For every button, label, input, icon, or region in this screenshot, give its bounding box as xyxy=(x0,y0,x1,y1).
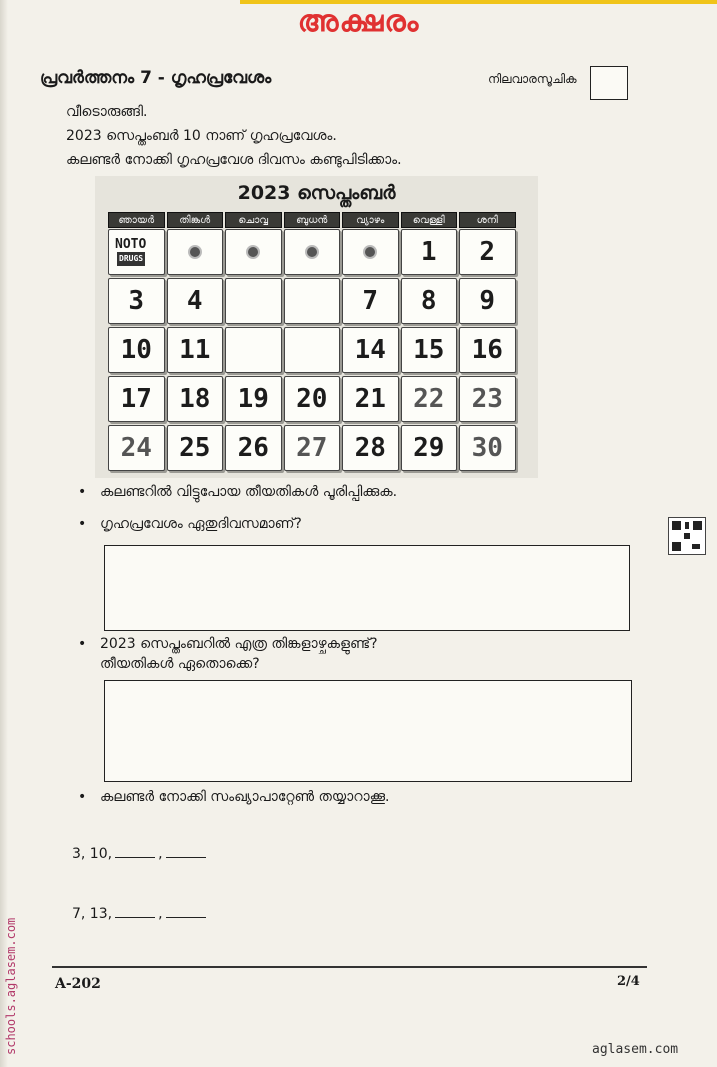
date-cell: 23 xyxy=(459,376,516,422)
blank-dot-cell xyxy=(284,229,341,275)
date-cell: 30 xyxy=(459,425,516,471)
blank-dot-cell xyxy=(225,229,282,275)
date-cell: 14 xyxy=(342,327,399,373)
rating-box[interactable] xyxy=(590,66,628,100)
page-number: 2/4 xyxy=(617,974,640,989)
date-cell: 26 xyxy=(225,425,282,471)
date-cell: 11 xyxy=(167,327,224,373)
date-cell: 10 xyxy=(108,327,165,373)
date-cell: 9 xyxy=(459,278,516,324)
weekday-thu: വ്യാഴം xyxy=(342,212,399,228)
no-to-drugs-cell xyxy=(108,229,165,275)
date-cell: 1 xyxy=(401,229,458,275)
weekday-sat: ശനി xyxy=(459,212,516,228)
question-3-sub: തീയതികൾ ഏതൊക്കെ? xyxy=(100,656,260,672)
missing-date-cell[interactable] xyxy=(284,327,341,373)
date-cell: 20 xyxy=(284,376,341,422)
question-2: ഗൃഹപ്രവേശം ഏതുദിവസമാണ്? xyxy=(100,516,302,532)
calendar-grid xyxy=(108,229,516,471)
activity-title: പ്രവർത്തനം 7 - ഗൃഹപ്രവേശം xyxy=(40,68,272,88)
intro-line-1: വീടൊരുങ്ങി. xyxy=(66,104,148,120)
date-cell: 2 xyxy=(459,229,516,275)
date-cell: 4 xyxy=(167,278,224,324)
notice-badge: DRUGS xyxy=(117,252,145,266)
pattern-row-2 xyxy=(72,906,206,922)
calendar xyxy=(95,176,538,478)
question-4: കലണ്ടർ നോക്കി സംഖ്യാപാറ്റേൺ തയ്യാറാക്കൂ. xyxy=(100,789,390,805)
date-cell: 16 xyxy=(459,327,516,373)
date-cell: 24 xyxy=(108,425,165,471)
question-3: 2023 സെപ്തംബറിൽ എത്ര തിങ്കളാഴ്ചകളുണ്ട്? xyxy=(100,636,378,652)
weekday-sun: ഞായർ xyxy=(108,212,165,228)
date-cell: 22 xyxy=(401,376,458,422)
date-cell: 17 xyxy=(108,376,165,422)
date-cell: 7 xyxy=(342,278,399,324)
pattern-blank[interactable] xyxy=(115,856,155,858)
calendar-title: 2023 സെപ്തംബർ xyxy=(237,182,396,204)
question-1: കലണ്ടറിൽ വിട്ടുപോയ തീയതികൾ പൂരിപ്പിക്കുക. xyxy=(100,484,398,500)
page-edge xyxy=(0,0,8,1067)
pattern-1-text: 3, 10, xyxy=(72,846,113,862)
pattern-2-text: 7, 13, xyxy=(72,906,113,922)
date-cell: 19 xyxy=(225,376,282,422)
date-cell: 15 xyxy=(401,327,458,373)
weekday-fri: വെള്ളി xyxy=(401,212,458,228)
bullet-icon: • xyxy=(78,516,87,532)
blank-dot-cell xyxy=(342,229,399,275)
bullet-icon: • xyxy=(78,789,87,805)
weekday-tue: ചൊവ്വ xyxy=(225,212,282,228)
calendar-weekday-header xyxy=(108,212,516,228)
blank-dot-cell xyxy=(167,229,224,275)
comma: , xyxy=(158,846,163,862)
date-cell: 25 xyxy=(167,425,224,471)
bullet-icon: • xyxy=(78,636,87,652)
pattern-blank[interactable] xyxy=(115,916,155,918)
answer-box-1[interactable] xyxy=(104,545,630,631)
date-cell: 28 xyxy=(342,425,399,471)
paper-code: A-202 xyxy=(55,976,101,992)
qr-code-icon xyxy=(668,517,706,555)
intro-line-2: 2023 സെപ്തംബർ 10 നാണ് ഗൃഹപ്രവേശം. xyxy=(66,128,337,144)
missing-date-cell[interactable] xyxy=(225,327,282,373)
missing-date-cell[interactable] xyxy=(225,278,282,324)
pattern-blank[interactable] xyxy=(166,856,206,858)
comma: , xyxy=(158,906,163,922)
brand-title: അക്ഷരം xyxy=(297,4,420,39)
date-cell: 29 xyxy=(401,425,458,471)
corner-watermark: aglasem.com xyxy=(592,1042,679,1057)
footer-divider xyxy=(52,966,647,968)
missing-date-cell[interactable] xyxy=(284,278,341,324)
weekday-mon: തിങ്കൾ xyxy=(167,212,224,228)
answer-box-2[interactable] xyxy=(104,680,632,782)
bullet-icon: • xyxy=(78,484,87,500)
pattern-row-1 xyxy=(72,846,206,862)
date-cell: 21 xyxy=(342,376,399,422)
intro-line-3: കലണ്ടർ നോക്കി ഗൃഹപ്രവേശ ദിവസം കണ്ടുപിടിക്കാം. xyxy=(66,152,402,168)
weekday-wed: ബുധൻ xyxy=(284,212,341,228)
date-cell: 8 xyxy=(401,278,458,324)
side-watermark: schools.aglasem.com xyxy=(4,917,18,1055)
rating-label: നിലവാരസൂചിക xyxy=(488,72,577,86)
date-cell: 18 xyxy=(167,376,224,422)
notice-word: NOTO xyxy=(115,237,147,252)
date-cell: 27 xyxy=(284,425,341,471)
date-cell: 3 xyxy=(108,278,165,324)
pattern-blank[interactable] xyxy=(166,916,206,918)
